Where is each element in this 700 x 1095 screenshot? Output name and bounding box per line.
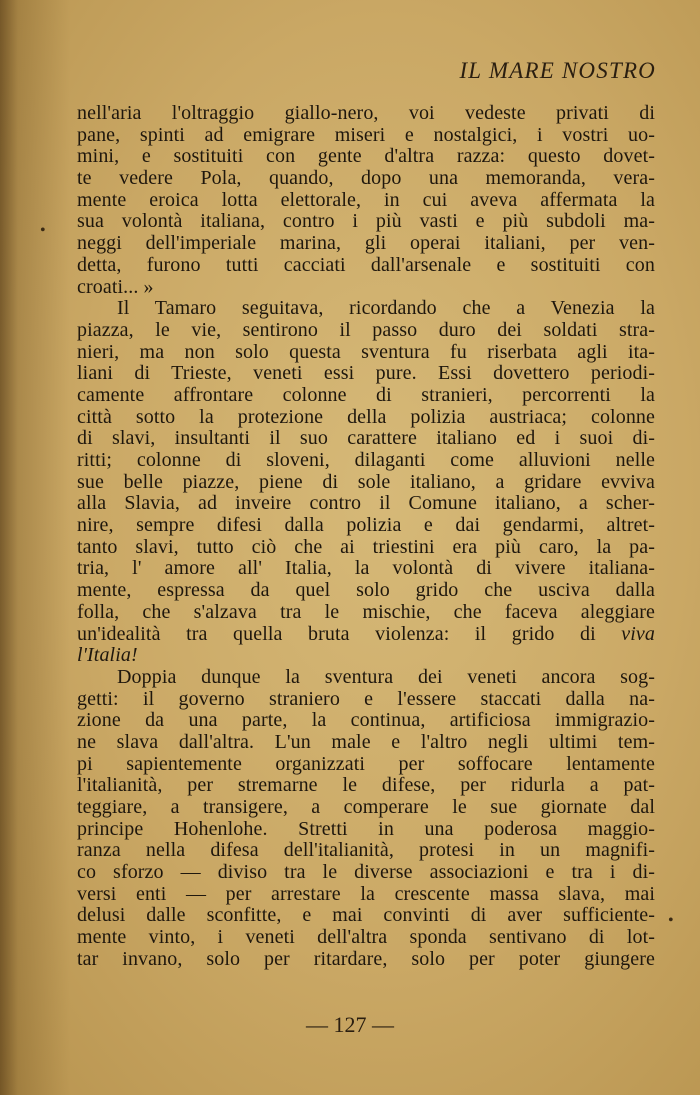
text-line: croati... » xyxy=(77,275,154,298)
text-line: ritti; colonne di sloveni, dilaganti come alluvioni nelle xyxy=(77,449,655,471)
text-line: nell'aria l'oltraggio giallo-nero, voi vedeste privati di xyxy=(77,102,655,124)
text-line: pi sapientemente organizzati per soffocare lentamente xyxy=(77,752,655,775)
text-line: co sforzo — diviso tra le diverse associazioni e tra i di- xyxy=(77,861,655,884)
page-number: — 127 — xyxy=(306,1012,394,1037)
text-line: alla Slavia, ad inveire contro il Comune italiano, a scher- xyxy=(77,492,655,515)
text-line: te vedere Pola, quando, dopo una memoranda, vera- xyxy=(77,167,655,190)
text-line: zione da una parte, la continua, artificiosa immigrazio- xyxy=(77,709,655,732)
text-line: tanto slavi, tutto ciò che ai triestini era più caro, la pa- xyxy=(77,535,655,558)
text-line: tar invano, solo per ritardare, solo per poter giungere xyxy=(77,947,655,970)
text-line: città sotto la protezione della polizia austriaca; colonne xyxy=(77,405,655,428)
text-line: folla, che s'alzava tra le mischie, che faceva aleggiare xyxy=(77,600,655,623)
text-line: detta, furono tutti cacciati dall'arsenale e sostituiti con xyxy=(77,253,655,276)
text-line: nire, sempre difesi dalla polizia e dai gendarmi, altret- xyxy=(77,514,655,537)
text-line: neggi dell'imperiale marina, gli operai italiani, per ven- xyxy=(77,232,655,255)
text-line: nieri, ma non solo questa sventura fu riserbata agli ita- xyxy=(77,340,655,363)
text-line: principe Hohenlohe. Stretti in una poderosa maggio- xyxy=(77,817,655,840)
text-line: mini, e sostituiti con gente d'altra razza: questo dovet- xyxy=(77,145,655,168)
text-line: getti: il governo straniero e l'essere staccati dalla na- xyxy=(77,687,655,710)
text-line: sua volontà italiana, contro i più vasti e più subdoli ma- xyxy=(77,210,655,233)
text-line: mente vinto, i veneti dell'altra sponda sentivano di lot- xyxy=(77,926,655,949)
text-line: piazza, le vie, sentirono il passo duro dei soldati stra- xyxy=(77,318,655,341)
paragraph-start-line: Doppia dunque la sventura dei veneti ancora sog- xyxy=(117,665,655,688)
italic-fragment: viva xyxy=(621,622,655,645)
margin-speck: • xyxy=(668,912,674,929)
margin-speck: • xyxy=(40,222,46,239)
running-title: IL MARE NOSTRO xyxy=(459,58,656,83)
text-line: liani di Trieste, veneti essi pure. Essi dovettero periodi- xyxy=(77,362,655,385)
text-line: ranza nella difesa dell'italianità, protesi in un magnifi- xyxy=(77,839,655,862)
text-line: mente, espressa da quel solo grido che usciva dalla xyxy=(77,579,655,602)
italic-line: l'Italia! xyxy=(77,644,138,667)
text-line: tria, l' amore all' Italia, la volontà di vivere italiana- xyxy=(77,557,655,580)
text-fragment: un'idealità tra quella bruta violenza: il grido di xyxy=(77,622,622,645)
text-line: teggiare, a transigere, a comperare le sue giornate dal xyxy=(77,796,655,818)
text-line-with-italic xyxy=(77,624,655,646)
body-text xyxy=(77,103,655,971)
text-line: pane, spinti ad emigrare miseri e nostalgici, i vostri uo- xyxy=(77,123,655,146)
text-line: l'italianità, per stremarne le difese, per ridurla a pat- xyxy=(77,774,655,797)
text-line: ne slava dall'altra. L'un male e l'altro negli ultimi tem- xyxy=(77,730,655,753)
text-line: delusi dalle sconfitte, e mai convinti di aver sufficiente- xyxy=(77,904,655,927)
paragraph-start-line: Il Tamaro seguitava, ricordando che a Venezia la xyxy=(117,297,655,320)
text-line: versi enti — per arrestare la crescente massa slava, mai xyxy=(77,882,655,905)
text-line: mente eroica lotta elettorale, in cui aveva affermata la xyxy=(77,188,655,211)
text-line: di slavi, insultanti il suo carattere italiano ed i suoi di- xyxy=(77,427,655,450)
text-line: sue belle piazze, piene di sole italiano, a gridare evviva xyxy=(77,470,655,493)
text-line: camente affrontare colonne di stranieri, percorrenti la xyxy=(77,383,655,406)
text-line-italic xyxy=(77,645,655,667)
